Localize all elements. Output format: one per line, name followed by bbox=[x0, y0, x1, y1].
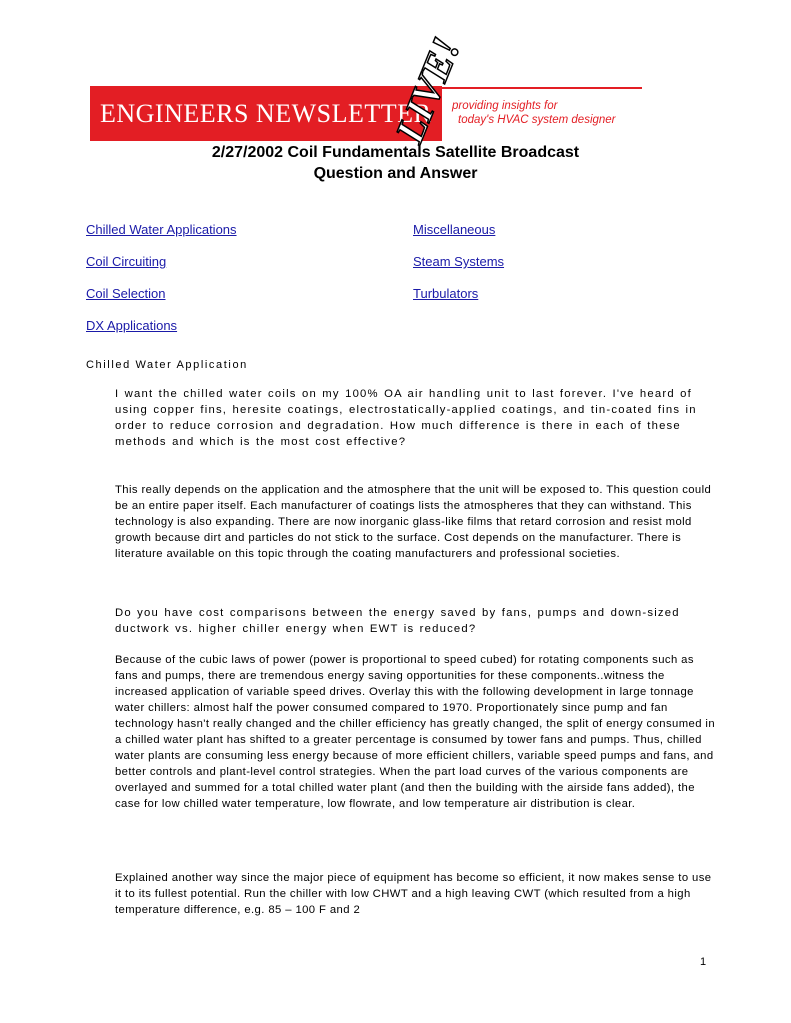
page-title: 2/27/2002 Coil Fundamentals Satellite Broadcast bbox=[211, 144, 580, 161]
link-steam-systems[interactable]: Steam Systems bbox=[413, 254, 505, 269]
link-chilled-water-applications[interactable]: Chilled Water Applications bbox=[86, 222, 237, 237]
section-heading: Chilled Water Application bbox=[86, 359, 248, 371]
answer-1: This really depends on the application and the atmosphere that the unit will be exposed to. This question could be an entire paper itself. Each manufacturer of coatings lists the atmospheres that they can withstand. This technology is also expanding. There are now inorganic glass-like films that retard corrosion and resist mold growth because dirt and particles do not stick to the surface. Cost depends on the manufacturer. There is literature available on this topic through the coating manufacturers and professional societies. bbox=[115, 484, 712, 560]
question-1: I want the chilled water coils on my 100% OA air handling unit to last forever. I've heard of using copper fins, heresite coatings, electrostatically-applied coatings, and tin-coated fins in order to reduce corrosion and degradation. How much difference is there in each of these methods and which is the most cost effective? bbox=[115, 388, 697, 448]
page-subtitle: Question and Answer bbox=[313, 165, 478, 182]
banner-title: ENGINEERS NEWSLETTER bbox=[100, 99, 432, 128]
live-logo-text: LIVE! bbox=[386, 31, 469, 149]
link-turbulators[interactable]: Turbulators bbox=[413, 286, 479, 301]
link-miscellaneous[interactable]: Miscellaneous bbox=[413, 222, 496, 237]
tagline-line-2: today's HVAC system designer bbox=[458, 114, 616, 126]
tagline bbox=[452, 99, 616, 127]
tagline-line-1: providing insights for bbox=[452, 100, 558, 112]
answer-2: Because of the cubic laws of power (power is proportional to speed cubed) for rotating components such as fans and pumps, there are tremendous energy saving opportunities for these components..witness the increased application of variable speed drives. Overlay this with the following development in large tonnage water chillers: almost half the power consumed compared to 1970. Proportionately since pump and fan technology hasn't really changed and the chiller efficiency has greatly changed, the split of energy consumed in a chilled water plant has shifted to a greater percentage is consumed by tower fans and pumps. Thus, chilled water plants are consuming less energy because of more efficient chillers, variable speed pumps and fans, and better controls and plant-level control strategies. When the part load curves of the various components are overlayed and summed for a total chilled water plant (and then the building with the airside fans added), the case for low chilled water temperature, low flowrate, and low temperature air distribution is clear. bbox=[115, 654, 716, 810]
page-number: 1 bbox=[700, 956, 707, 968]
question-2: Do you have cost comparisons between the energy saved by fans, pumps and down-sized ductwork vs. higher chiller energy when EWT is reduced? bbox=[115, 607, 680, 635]
link-coil-selection[interactable]: Coil Selection bbox=[86, 286, 166, 301]
link-dx-applications[interactable]: DX Applications bbox=[86, 318, 178, 333]
answer-2-continued: Explained another way since the major piece of equipment has become so efficient, it now makes sense to use it to its fullest potential. Run the chiller with low CHWT and a high leaving CWT (which resulted from a high temperature difference, e.g. 85 – 100 F and 2 bbox=[115, 872, 712, 916]
banner-rule bbox=[442, 87, 642, 89]
link-coil-circuiting[interactable]: Coil Circuiting bbox=[86, 254, 167, 269]
